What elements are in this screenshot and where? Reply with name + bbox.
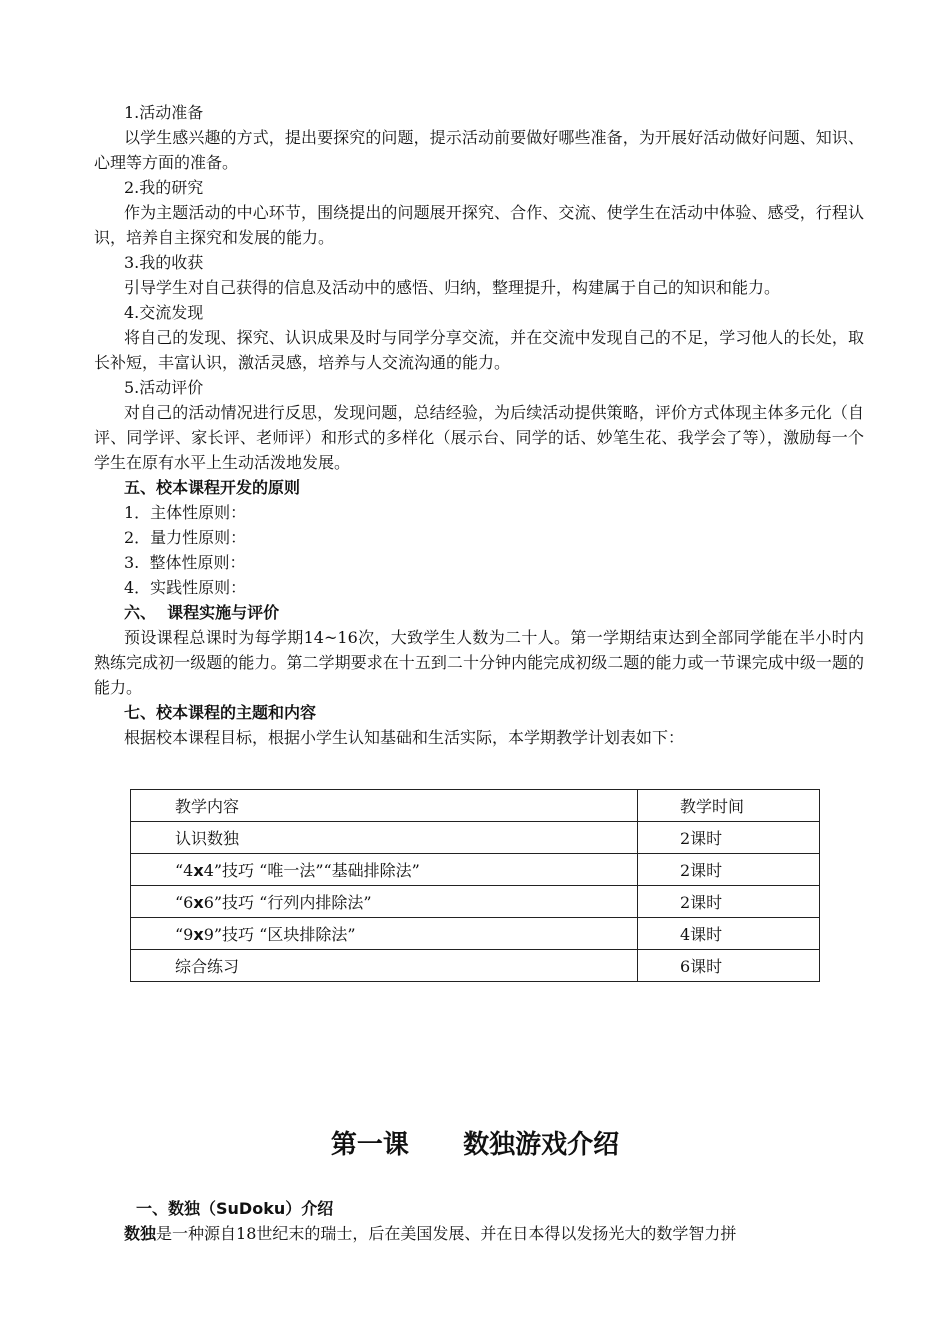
header-content-cell: 教学内容 xyxy=(131,790,638,822)
principles-heading: 五、校本课程开发的原则 xyxy=(124,478,301,497)
principle-item-4: 4．实践性原则： xyxy=(124,578,247,597)
content-text: 认识数独 xyxy=(175,829,240,848)
teaching-plan-table xyxy=(130,789,820,982)
implementation-text: 预设课程总课时为每学期14~16次，大致学生人数为二十人。第一学期结束达到全部同学能在半小时内熟练完成初一级题的能力。第二学期要求在十五到二十分钟内能完成初级二题的能力或一节课完成中级一题的能力。 xyxy=(94,628,864,697)
implementation-heading: 六、 课程实施与评价 xyxy=(124,603,280,622)
activity-step-4-text: 将自己的发现、探究、认识成果及时与同学分享交流，并在交流中发现自己的不足，学习他人的长处，取长补短，丰富认识，激活灵感，培养与人交流沟通的能力。 xyxy=(94,328,864,372)
activity-step-2-title: 2.我的研究 xyxy=(124,178,204,197)
activity-step-3-title: 3.我的收获 xyxy=(124,253,204,272)
content-text-post: 6”技巧 “行列内排除法” xyxy=(203,893,372,912)
time-cell: 2课时 xyxy=(638,886,820,918)
activity-step-3-text: 引导学生对自己获得的信息及活动中的感悟、归纳，整理提升，构建属于自己的知识和能力。 xyxy=(124,278,781,297)
content-text-pre: “6 xyxy=(175,893,194,912)
time-cell: 6课时 xyxy=(638,950,820,982)
activity-step-1-text: 以学生感兴趣的方式，提出要探究的问题，提示活动前要做好哪些准备，为开展好活动做好问题、知识、心理等方面的准备。 xyxy=(94,128,864,172)
intro-keyword: 数独 xyxy=(124,1224,157,1243)
content-text: 综合练习 xyxy=(175,957,240,976)
table-header-row xyxy=(131,790,820,822)
table-row xyxy=(131,822,820,854)
times-sign: x xyxy=(193,925,204,944)
activity-step-5-text: 对自己的活动情况进行反思，发现问题，总结经验，为后续活动提供策略，评价方式体现主体多元化（自评、同学评、家长评、老师评）和形式的多样化（展示台、同学的话、妙笔生花、我学会了等），激励每一个学生在原有水平上生动活泼地发展。 xyxy=(94,403,864,472)
table-row xyxy=(131,950,820,982)
lesson-intro-paragraph xyxy=(94,1221,864,1246)
table-row xyxy=(131,886,820,918)
topics-text: 根据校本课程目标，根据小学生认知基础和生活实际，本学期教学计划表如下： xyxy=(124,728,685,747)
lesson-section-heading: 一、数独（SuDoku）介绍 xyxy=(136,1199,334,1218)
content-cell xyxy=(131,918,638,950)
activity-step-5-title: 5.活动评价 xyxy=(124,378,204,397)
activity-section xyxy=(94,100,864,750)
time-cell: 2课时 xyxy=(638,854,820,886)
time-cell: 4课时 xyxy=(638,918,820,950)
activity-step-2-text: 作为主题活动的中心环节，围绕提出的问题展开探究、合作、交流、使学生在活动中体验、感受，行程认识，培养自主探究和发展的能力。 xyxy=(94,203,864,247)
content-text-pre: “4 xyxy=(175,861,194,880)
content-text-pre: “9 xyxy=(175,925,194,944)
activity-step-4-title: 4.交流发现 xyxy=(124,303,204,322)
table-row xyxy=(131,854,820,886)
content-cell xyxy=(131,822,638,854)
content-text-post: 4”技巧 “唯一法”“基础排除法” xyxy=(203,861,420,880)
time-cell: 2课时 xyxy=(638,822,820,854)
intro-text: 是一种源自18世纪末的瑞士，后在美国发展、并在日本得以发扬光大的数学智力拼 xyxy=(156,1224,737,1243)
times-sign: x xyxy=(193,893,204,912)
principle-item-3: 3. 整体性原则： xyxy=(124,553,246,572)
header-time-cell: 教学时间 xyxy=(638,790,820,822)
activity-step-1-title: 1.活动准备 xyxy=(124,103,204,122)
lesson-title: 第一课 数独游戏介绍 xyxy=(330,1130,620,1160)
content-cell xyxy=(131,950,638,982)
times-sign: x xyxy=(193,861,204,880)
table-row xyxy=(131,918,820,950)
content-cell xyxy=(131,854,638,886)
principle-item-1: 1．主体性原则： xyxy=(124,503,247,522)
content-cell xyxy=(131,886,638,918)
content-text-post: 9”技巧 “区块排除法” xyxy=(203,925,356,944)
lesson-intro xyxy=(94,1221,864,1246)
principle-item-2: 2．量力性原则： xyxy=(124,528,247,547)
topics-heading: 七、校本课程的主题和内容 xyxy=(124,703,317,722)
